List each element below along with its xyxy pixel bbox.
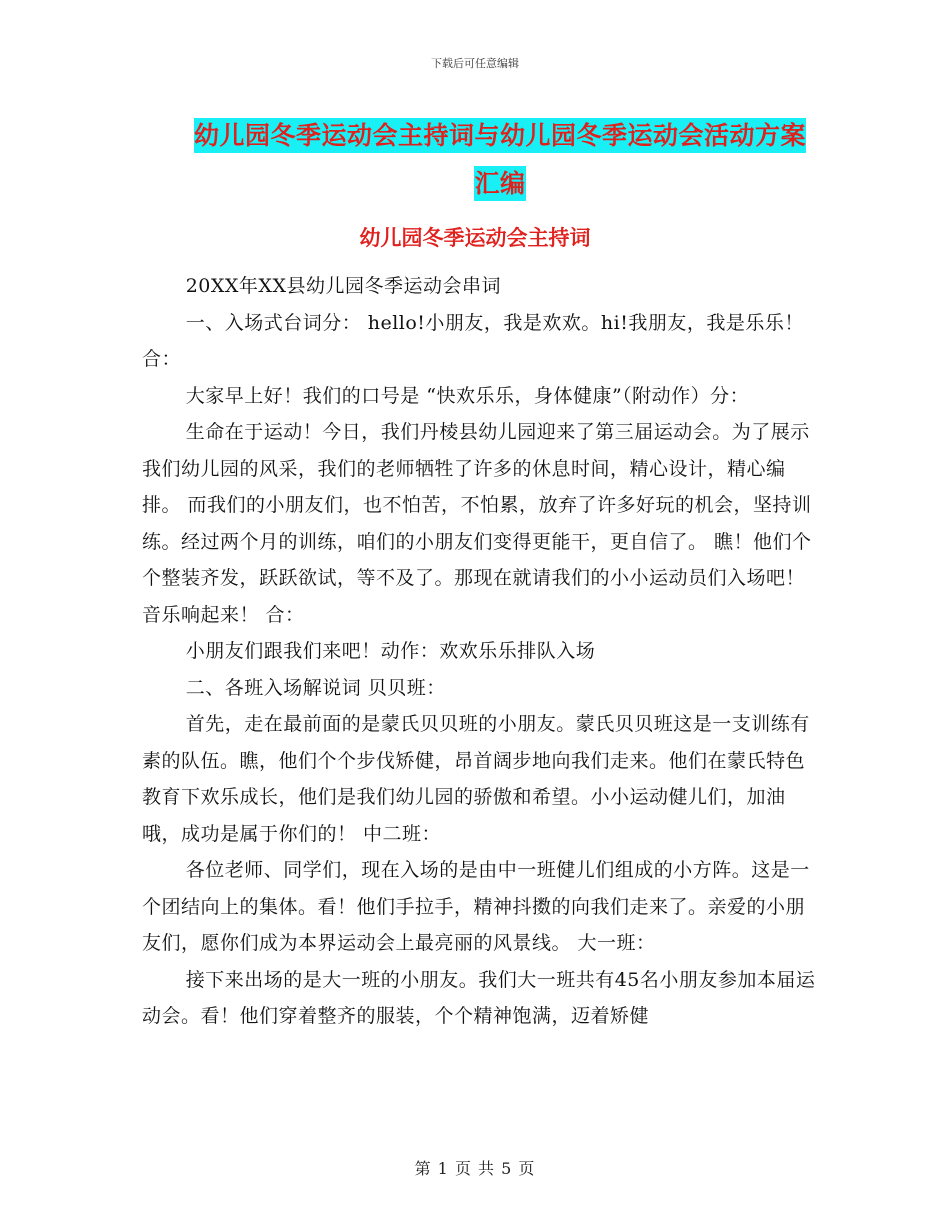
paragraph: 各位老师、同学们，现在入场的是由中一班健儿们组成的小方阵。这是一个团结向上的集体。看！他们手拉手，精神抖擞的向我们走来了。亲爱的小朋友们，愿你们成为本界运动会上最亮丽的风景线。 大一班：	[142, 859, 810, 954]
document-title-text: 幼儿园冬季运动会主持词与幼儿园冬季运动会活动方案汇编	[194, 118, 806, 201]
paragraph: 二、各班入场解说词 贝贝班：	[185, 676, 446, 699]
paragraph: 首先，走在最前面的是蒙氏贝贝班的小朋友。蒙氏贝贝班这是一支训练有素的队伍。瞧，他们个个步伐矫健，昂首阔步地向我们走来。他们在蒙氏特色教育下欢乐成长，他们是我们幼儿园的骄傲和希望。小小运动健儿们，加油哦，成功是属于你们的！ 中二班：	[142, 713, 810, 845]
paragraph: 小朋友们跟我们来吧！动作：欢欢乐乐排队入场	[185, 640, 596, 662]
document-body	[142, 268, 822, 1035]
paragraph: 一、入场式台词分： hello!小朋友，我是欢欢。hi!我朋友，我是乐乐！合：	[142, 311, 804, 370]
paragraph: 20XX年XX县幼儿园冬季运动会串词	[185, 275, 501, 297]
section-heading: 幼儿园冬季运动会主持词	[359, 226, 591, 250]
page-number-footer: 第 1 页 共 5 页	[414, 1159, 536, 1178]
document-title	[190, 112, 810, 208]
paragraph: 接下来出场的是大一班的小朋友。我们大一班共有45名小朋友参加本届运动会。看！他们穿着整齐的服装，个个精神饱满，迈着矫健	[142, 968, 816, 1027]
header-note: 下载后可任意编辑	[431, 57, 519, 70]
paragraph: 大家早上好！我们的口号是 “快欢乐乐，身体健康”（附动作）分：	[185, 384, 750, 407]
paragraph: 生命在于运动！今日，我们丹棱县幼儿园迎来了第三届运动会。为了展示我们幼儿园的风采，我们的老师牺牲了许多的休息时间，精心设计，精心编排。 而我们的小朋友们，也不怕苦，不怕累，放弃了许多好玩的机会，坚持训练。经过两个月的训练，咱们的小朋友们变得更能干，更自信了。 瞧！他们个个整装齐发，跃跃欲试，等不及了。那现在就请我们的小小运动员们入场吧！ 音乐响起来！ 合：	[142, 421, 812, 626]
